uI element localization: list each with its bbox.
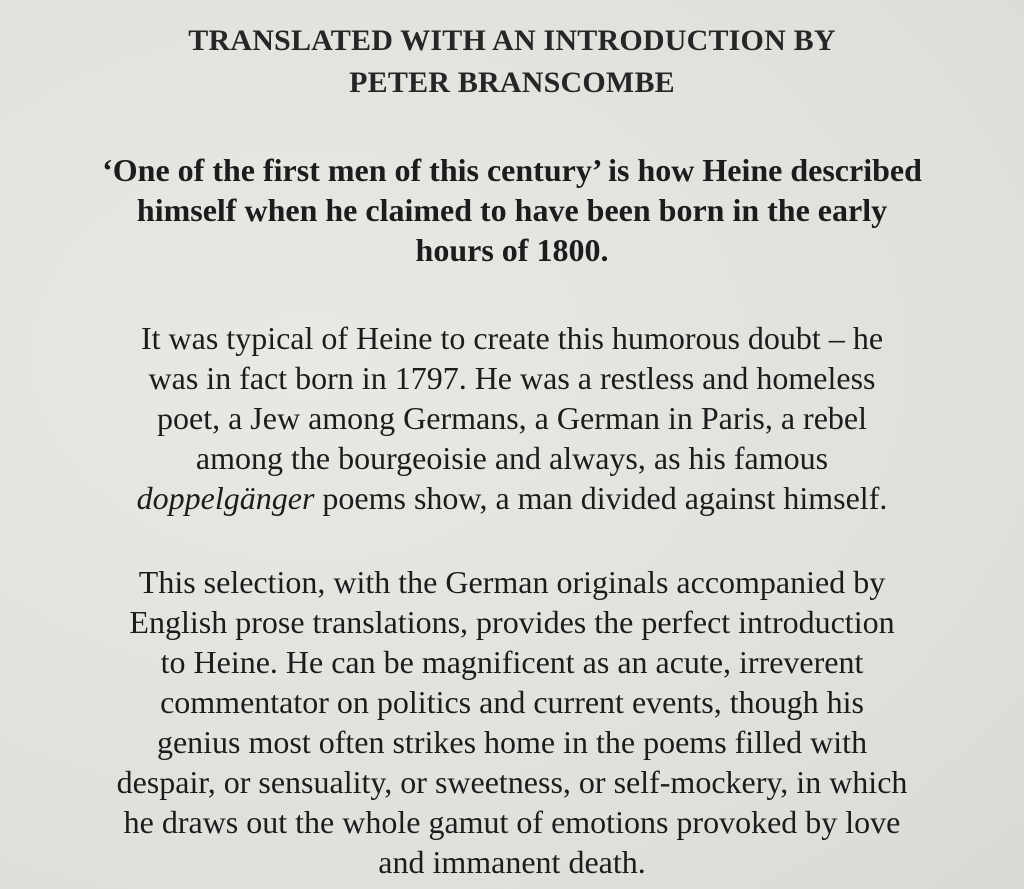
text-span: poems show, a man divided against himself. (314, 480, 888, 516)
credit-line-1: TRANSLATED WITH AN INTRODUCTION BY (188, 24, 836, 57)
text-line: himself when he claimed to have been born in the early (136, 192, 888, 228)
text-line: This selection, with the German originals accompanied by (138, 564, 886, 600)
text-line (0, 478, 1024, 518)
text-line: genius most often strikes home in the poems filled with (156, 724, 868, 760)
text-line: It was typical of Heine to create this humorous doubt – he (140, 320, 884, 356)
text-line: and immanent death. (378, 844, 646, 880)
text-line: was in fact born in 1797. He was a restless and homeless (148, 360, 876, 396)
italic-term: doppelgänger (136, 480, 315, 516)
text-line: to Heine. He can be magnificent as an acute, irreverent (160, 644, 864, 680)
translator-credit (0, 20, 1024, 104)
text-line: he draws out the whole gamut of emotions provoked by love (123, 804, 901, 840)
blurb-paragraph-1 (0, 150, 1024, 270)
text-line: English prose translations, provides the perfect introduction (129, 604, 895, 640)
blurb-paragraph-2 (0, 318, 1024, 518)
text-line: among the bourgeoisie and always, as his famous (195, 440, 829, 476)
credit-line-2: PETER BRANSCOMBE (349, 66, 675, 99)
text-line: despair, or sensuality, or sweetness, or self-mockery, in which (116, 764, 908, 800)
text-line: poet, a Jew among Germans, a German in Paris, a rebel (157, 400, 867, 436)
text-line: commentator on politics and current events, though his (160, 684, 864, 720)
text-line: ‘One of the first men of this century’ is how Heine described (102, 152, 922, 188)
blurb-paragraph-3 (0, 562, 1024, 882)
text-line: hours of 1800. (415, 232, 609, 268)
